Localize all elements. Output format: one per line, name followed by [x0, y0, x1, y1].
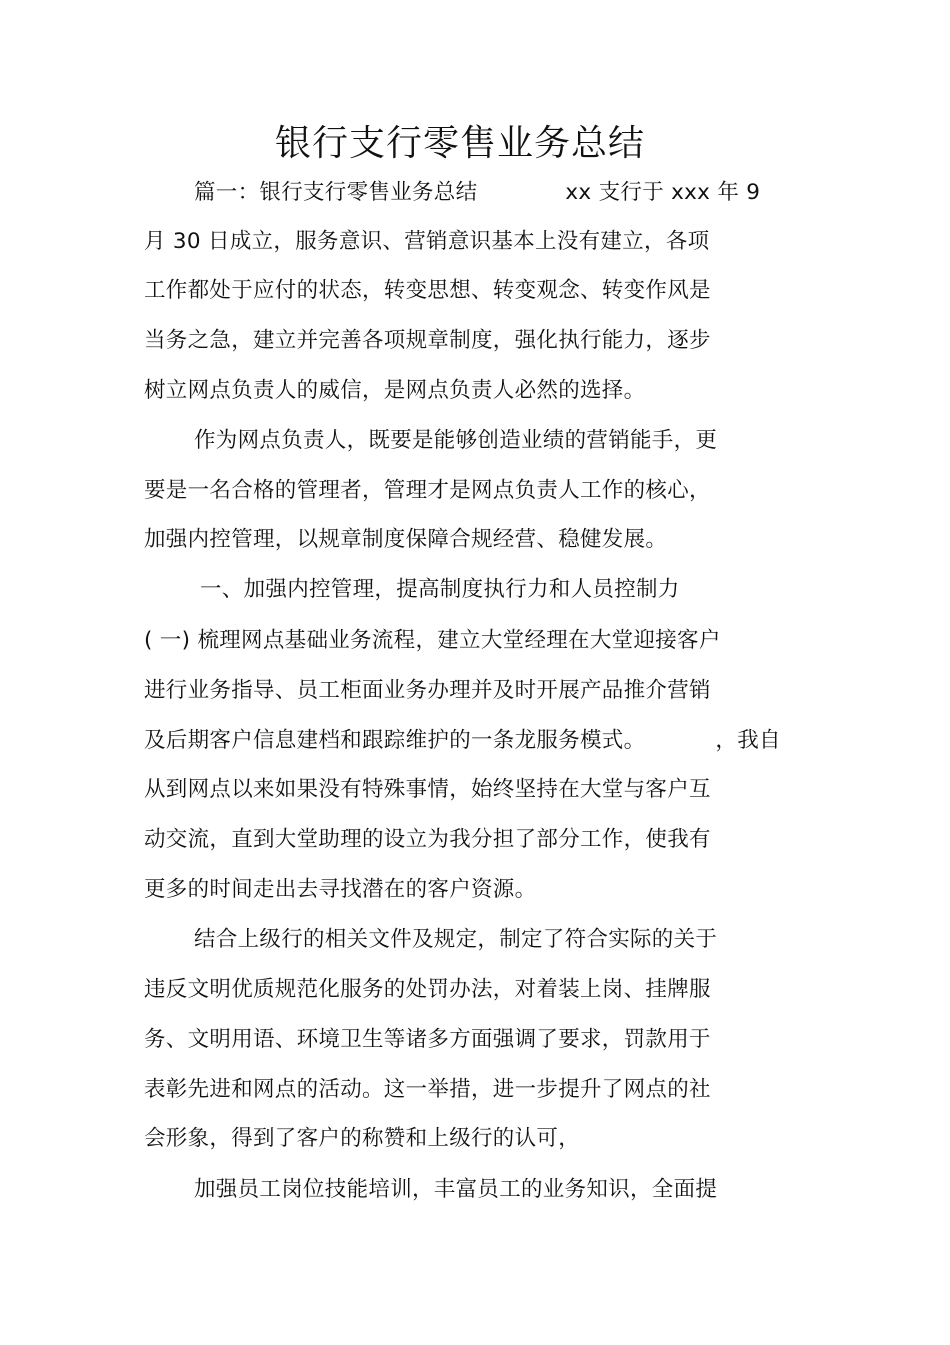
section-heading: 一、加强内控管理，提高制度执行力和人员控制力 [200, 577, 680, 602]
paragraph-line: 从到网点以来如果没有特殊事情，始终坚持在大堂与客户互 [144, 777, 711, 802]
paragraph-line: 工作都处于应付的状态，转变思想、转变观念、转变作风是 [144, 278, 711, 303]
paragraph-line: ( 一) 梳理网点基础业务流程，建立大堂经理在大堂迎接客户 [144, 628, 721, 653]
paragraph-line: 更多的时间走出去寻找潜在的客户资源。 [144, 877, 537, 902]
paragraph-line: 当务之急，建立并完善各项规章制度，强化执行能力，逐步 [144, 328, 711, 353]
paragraph-line: 务、文明用语、环境卫生等诸多方面强调了要求，罚款用于 [144, 1027, 711, 1052]
line-text: xx 支行于 xxx 年 9 [565, 180, 761, 205]
paragraph-line: 动交流，直到大堂助理的设立为我分担了部分工作，使我有 [144, 827, 711, 852]
line-text: 及后期客户信息建档和跟踪维护的一条龙服务模式。 [144, 728, 646, 753]
paragraph-line: 加强员工岗位技能培训，丰富员工的业务知识，全面提 [194, 1177, 718, 1202]
paragraph-line [194, 178, 760, 208]
paragraph-line: 违反文明优质规范化服务的处罚办法，对着装上岗、挂牌服 [144, 977, 711, 1002]
paragraph-line: 作为网点负责人，既要是能够创造业绩的营销能手，更 [194, 428, 718, 453]
line-text: 篇一：银行支行零售业务总结 [194, 180, 478, 205]
paragraph-line: 加强内控管理，以规章制度保障合规经营、稳健发展。 [144, 527, 668, 552]
paragraph-line: 进行业务指导、员工柜面业务办理并及时开展产品推介营销 [144, 678, 711, 703]
document-title: 银行支行零售业务总结 [274, 123, 645, 164]
line-text: ，我自 [715, 728, 781, 753]
paragraph-line: 结合上级行的相关文件及规定，制定了符合实际的关于 [194, 927, 718, 952]
paragraph-line: 树立网点负责人的威信，是网点负责人必然的选择。 [144, 378, 646, 403]
paragraph-line: 月 30 日成立，服务意识、营销意识基本上没有建立，各项 [144, 229, 710, 254]
paragraph-line: 会形象，得到了客户的称赞和上级行的认可， [144, 1126, 581, 1151]
paragraph-line: 表彰先进和网点的活动。这一举措，进一步提升了网点的社 [144, 1077, 711, 1102]
paragraph-line: 要是一名合格的管理者，管理才是网点负责人工作的核心， [144, 478, 711, 503]
paragraph-line [144, 726, 781, 756]
